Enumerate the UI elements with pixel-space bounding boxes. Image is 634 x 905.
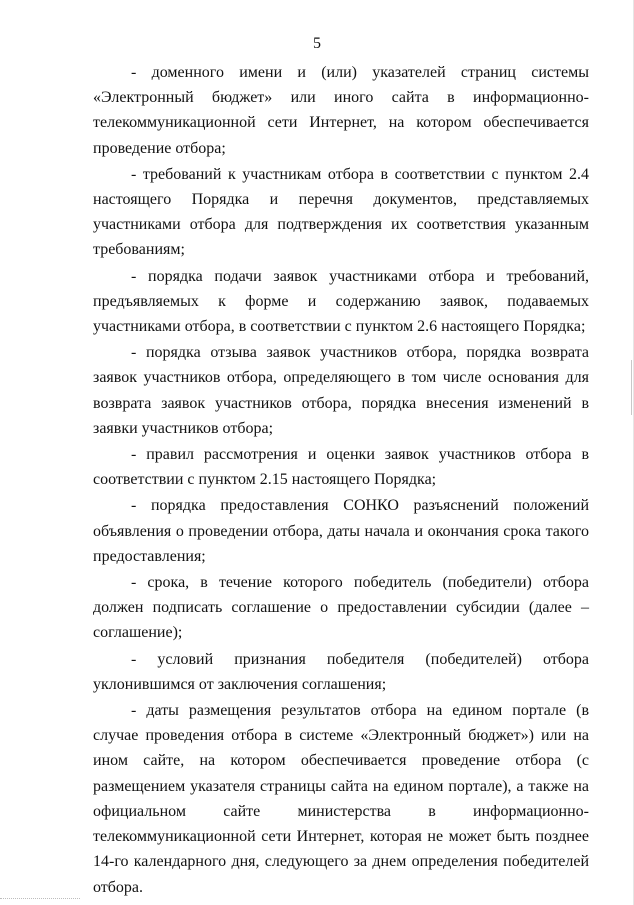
paragraph-clarifications: - порядка предоставления СОНКО разъяснений положений объявления о проведении отбора, даты начала и окончания срока такого предоставления;: [93, 497, 589, 565]
scan-bottom-mark: [0, 897, 80, 899]
paragraph-application-procedure: - порядка подачи заявок участниками отбора и требований, предъявляемых к форме и содержанию заявок, подаваемых участниками отбора, в соответствии с пунктом 2.6 настоящего Порядка;: [93, 267, 589, 336]
paragraph-review-rules: - правил рассмотрения и оценки заявок участников отбора в соответствии с пунктом 2.15 настоящего Порядка;: [93, 446, 589, 489]
paragraph-participant-requirements: - требований к участникам отбора в соответствии с пунктом 2.4 настоящего Порядка и перечня документов, представляемых участниками отбора для подтверждения их соответствия указанным требованиям;: [93, 165, 589, 259]
paragraph-application-withdrawal: - порядка отзыва заявок участников отбора, порядка возврата заявок участников отбора, определяющего в том числе основания для возврата заявок участников отбора, порядка внесения изменений в заявки участников отбора;: [93, 344, 589, 437]
document-body: [93, 60, 589, 901]
paragraph-results-publication: - даты размещения результатов отбора на едином портале (в случае проведения отбора в системе «Электронный бюджет») или на ином сайте, на котором обеспечивается проведение отбора (с размещением указателя страницы сайта на едином портале), а также на официальном сайте министерства в информационно-телекоммуникационной сети Интернет, которая не может быть позднее 14-го календарного дня, следующего за днем определения победителей отбора.: [93, 702, 589, 896]
paragraph-evasion-conditions: - условий признания победителя (победителей) отбора уклонившимся от заключения соглашения;: [93, 650, 589, 693]
paragraph-domain-name: - доменного имени и (или) указателей страниц системы «Электронный бюджет» или иного сайта в информационно-телекоммуникационной сети Интернет, на котором обеспечивается проведение отбора;: [93, 64, 589, 157]
paragraph-agreement-deadline: - срока, в течение которого победитель (победители) отбора должен подписать соглашение о предоставлении субсидии (далее – соглашение);: [93, 574, 589, 642]
page-number: 5: [313, 35, 321, 52]
scan-margin-mark: [631, 360, 632, 415]
